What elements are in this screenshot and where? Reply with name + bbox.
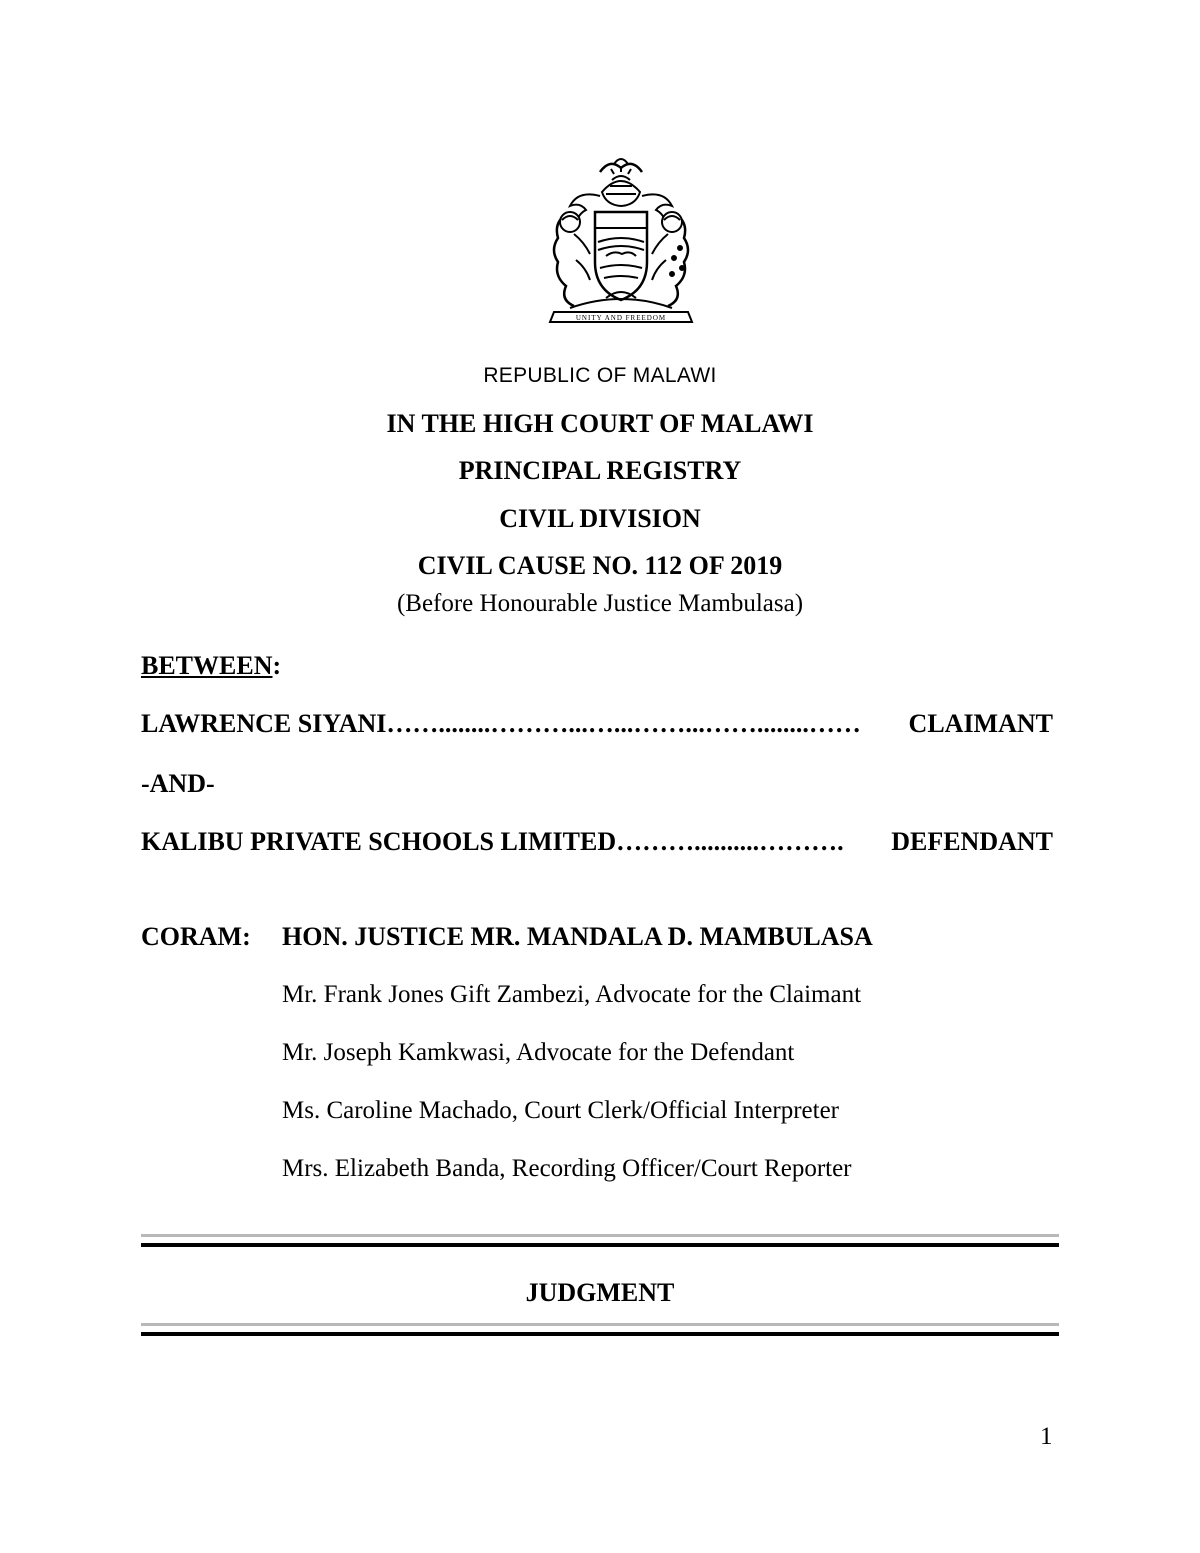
attendee-line: Mr. Frank Jones Gift Zambezi, Advocate for the Claimant xyxy=(282,981,862,1008)
party-defendant xyxy=(141,827,1053,857)
attendee-line: Ms. Caroline Machado, Court Clerk/Official Interpreter xyxy=(282,1097,840,1124)
cause-number: CIVIL CAUSE NO. 112 OF 2019 xyxy=(417,551,783,580)
before-judge-line: (Before Honourable Justice Mambulasa) xyxy=(396,590,804,617)
party-role: CLAIMANT xyxy=(908,709,1053,738)
party-leader-dots: ……........………...…...……...……........…… xyxy=(386,709,861,738)
court-name: IN THE HIGH COURT OF MALAWI xyxy=(386,409,814,438)
republic-line: REPUBLIC OF MALAWI xyxy=(483,364,717,387)
party-name: KALIBU PRIVATE SCHOOLS LIMITED xyxy=(141,827,617,856)
top-rule-thin xyxy=(141,1234,1059,1237)
top-rule-thick xyxy=(141,1243,1059,1247)
attendee-line: Mr. Joseph Kamkwasi, Advocate for the Defendant xyxy=(282,1039,795,1066)
division-name: CIVIL DIVISION xyxy=(499,504,701,533)
party-leader-dots: ………..........………. xyxy=(616,827,844,856)
party-role: DEFENDANT xyxy=(891,827,1053,856)
page-number: 1 xyxy=(1040,1423,1053,1450)
between-label: BETWEEN xyxy=(141,651,273,680)
bottom-rule-thick xyxy=(141,1332,1059,1336)
registry-name: PRINCIPAL REGISTRY xyxy=(458,456,742,485)
judgment-title: JUDGMENT xyxy=(525,1278,675,1307)
and-separator: -AND- xyxy=(141,769,215,798)
between-heading: BETWEEN: xyxy=(141,651,282,680)
party-claimant xyxy=(141,709,1053,739)
party-name: LAWRENCE SIYANI xyxy=(141,709,387,738)
bottom-rule-thin xyxy=(141,1323,1059,1326)
coram-label: CORAM: xyxy=(141,922,251,951)
coram-judge: HON. JUSTICE MR. MANDALA D. MAMBULASA xyxy=(282,922,873,951)
coat-of-arms-emblem xyxy=(540,150,702,332)
attendee-line: Mrs. Elizabeth Banda, Recording Officer/Court Reporter xyxy=(282,1155,852,1182)
motto-text: UNITY AND FREEDOM xyxy=(575,314,667,322)
